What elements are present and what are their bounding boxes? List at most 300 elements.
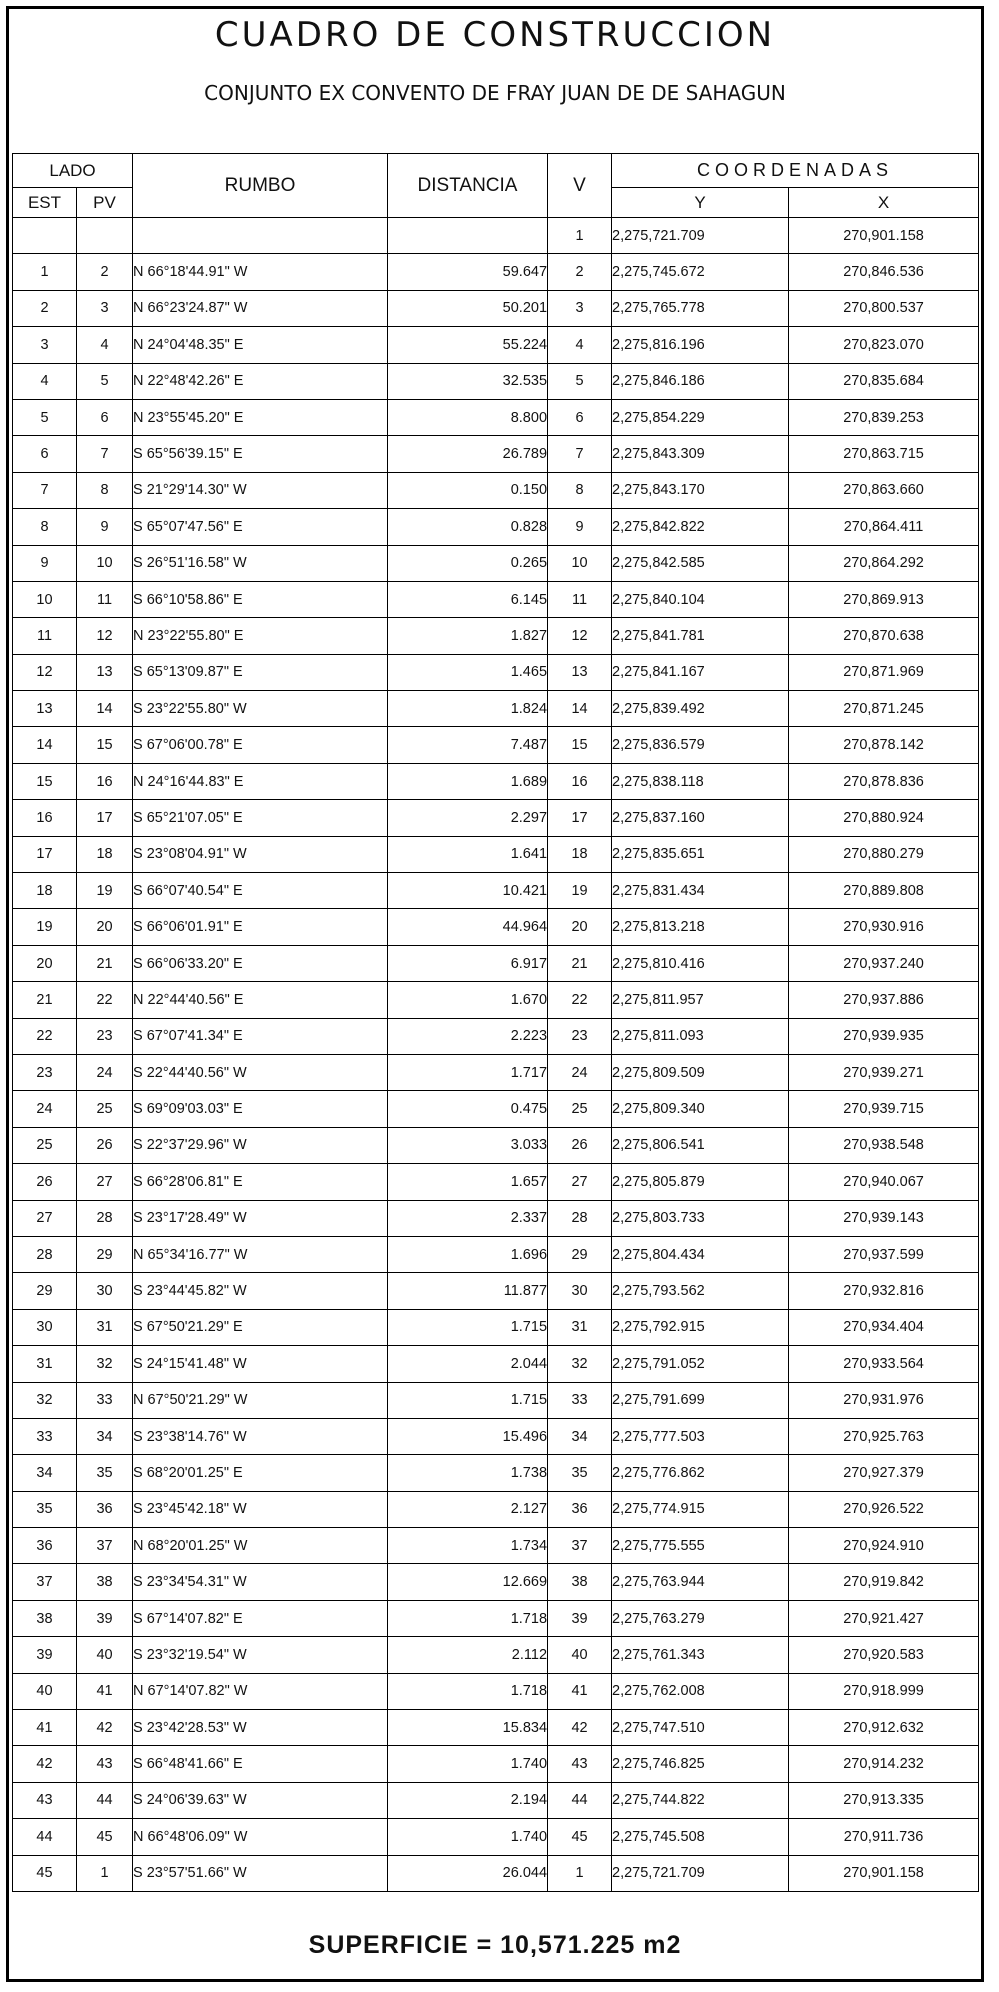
- cell-distancia: 1.740: [388, 1746, 548, 1782]
- cell-distancia: 1.715: [388, 1382, 548, 1418]
- table-row: [13, 327, 979, 363]
- table-row: [13, 1564, 979, 1600]
- cell-pv: 43: [77, 1746, 133, 1782]
- cell-est: 36: [13, 1528, 77, 1564]
- cell-x: 270,870.638: [789, 618, 979, 654]
- cell-y: 2,275,763.279: [612, 1600, 789, 1636]
- table-row: [13, 1091, 979, 1127]
- cell-pv: [77, 218, 133, 254]
- cell-est: 28: [13, 1236, 77, 1272]
- cell-v: 36: [548, 1491, 612, 1527]
- cell-x: 270,871.969: [789, 654, 979, 690]
- cell-v: 25: [548, 1091, 612, 1127]
- cell-distancia: 1.734: [388, 1528, 548, 1564]
- cell-v: 11: [548, 581, 612, 617]
- cell-v: 41: [548, 1673, 612, 1709]
- cell-x: 270,823.070: [789, 327, 979, 363]
- cell-rumbo: N 65°34'16.77" W: [133, 1236, 388, 1272]
- cell-rumbo: N 66°23'24.87" W: [133, 290, 388, 326]
- table-row: [13, 1710, 979, 1746]
- cell-est: 43: [13, 1782, 77, 1818]
- cell-est: 17: [13, 836, 77, 872]
- cell-v: 6: [548, 399, 612, 435]
- table-row: [13, 1673, 979, 1709]
- cell-distancia: 1.670: [388, 982, 548, 1018]
- cell-est: 9: [13, 545, 77, 581]
- table-row: [13, 1528, 979, 1564]
- cell-rumbo: S 66°06'33.20" E: [133, 945, 388, 981]
- cell-est: 5: [13, 399, 77, 435]
- cell-v: 40: [548, 1637, 612, 1673]
- cell-distancia: 8.800: [388, 399, 548, 435]
- cell-x: 270,864.411: [789, 509, 979, 545]
- cell-distancia: 1.740: [388, 1819, 548, 1855]
- table-row: [13, 363, 979, 399]
- cell-v: 22: [548, 982, 612, 1018]
- cell-distancia: 2.337: [388, 1200, 548, 1236]
- cell-distancia: 1.641: [388, 836, 548, 872]
- cell-est: 10: [13, 581, 77, 617]
- cell-est: 7: [13, 472, 77, 508]
- cell-v: 17: [548, 800, 612, 836]
- cell-pv: 2: [77, 254, 133, 290]
- cell-v: 9: [548, 509, 612, 545]
- cell-rumbo: N 67°50'21.29" W: [133, 1382, 388, 1418]
- cell-y: 2,275,809.340: [612, 1091, 789, 1127]
- table-row: [13, 1819, 979, 1855]
- cell-rumbo: S 23°44'45.82" W: [133, 1273, 388, 1309]
- cell-pv: 11: [77, 581, 133, 617]
- cell-pv: 8: [77, 472, 133, 508]
- cell-pv: 4: [77, 327, 133, 363]
- cell-est: 39: [13, 1637, 77, 1673]
- cell-rumbo: S 68°20'01.25" E: [133, 1455, 388, 1491]
- cell-distancia: 15.834: [388, 1710, 548, 1746]
- cell-y: 2,275,791.052: [612, 1346, 789, 1382]
- cell-pv: 13: [77, 654, 133, 690]
- cell-pv: 3: [77, 290, 133, 326]
- cell-pv: 18: [77, 836, 133, 872]
- cell-y: 2,275,792.915: [612, 1309, 789, 1345]
- cell-est: 29: [13, 1273, 77, 1309]
- cell-distancia: 1.696: [388, 1236, 548, 1272]
- cell-x: 270,924.910: [789, 1528, 979, 1564]
- cell-est: 30: [13, 1309, 77, 1345]
- cell-pv: 6: [77, 399, 133, 435]
- cell-rumbo: S 69°09'03.03" E: [133, 1091, 388, 1127]
- cell-pv: 27: [77, 1164, 133, 1200]
- cell-distancia: 11.877: [388, 1273, 548, 1309]
- cell-est: 23: [13, 1054, 77, 1090]
- cell-est: 37: [13, 1564, 77, 1600]
- cell-x: 270,913.335: [789, 1782, 979, 1818]
- table-row: [13, 982, 979, 1018]
- cell-y: 2,275,811.093: [612, 1018, 789, 1054]
- cell-x: 270,939.143: [789, 1200, 979, 1236]
- cell-x: 270,937.886: [789, 982, 979, 1018]
- cell-x: 270,901.158: [789, 1855, 979, 1891]
- cell-x: 270,880.924: [789, 800, 979, 836]
- cell-v: 37: [548, 1528, 612, 1564]
- cell-x: 270,878.142: [789, 727, 979, 763]
- cell-x: 270,912.632: [789, 1710, 979, 1746]
- cell-x: 270,930.916: [789, 909, 979, 945]
- cell-rumbo: S 67°07'41.34" E: [133, 1018, 388, 1054]
- cell-pv: 36: [77, 1491, 133, 1527]
- cell-pv: 7: [77, 436, 133, 472]
- cell-x: 270,937.240: [789, 945, 979, 981]
- table-row: [13, 800, 979, 836]
- cell-distancia: 59.647: [388, 254, 548, 290]
- header-rumbo: RUMBO: [133, 154, 388, 218]
- cell-x: 270,869.913: [789, 581, 979, 617]
- cell-pv: 34: [77, 1418, 133, 1454]
- cell-rumbo: S 67°14'07.82" E: [133, 1600, 388, 1636]
- cell-x: 270,938.548: [789, 1127, 979, 1163]
- cell-est: 31: [13, 1346, 77, 1382]
- table-row: [13, 909, 979, 945]
- cell-rumbo: S 23°42'28.53" W: [133, 1710, 388, 1746]
- cell-pv: 33: [77, 1382, 133, 1418]
- cell-pv: 10: [77, 545, 133, 581]
- cell-x: 270,927.379: [789, 1455, 979, 1491]
- cell-rumbo: S 23°34'54.31" W: [133, 1564, 388, 1600]
- construction-table-sheet: [6, 6, 984, 1982]
- cell-y: 2,275,846.186: [612, 363, 789, 399]
- cell-v: 8: [548, 472, 612, 508]
- cell-rumbo: S 22°37'29.96" W: [133, 1127, 388, 1163]
- cell-est: 13: [13, 691, 77, 727]
- cell-distancia: 3.033: [388, 1127, 548, 1163]
- cell-distancia: 15.496: [388, 1418, 548, 1454]
- cell-pv: 20: [77, 909, 133, 945]
- cell-rumbo: S 66°10'58.86" E: [133, 581, 388, 617]
- cell-v: 30: [548, 1273, 612, 1309]
- header-coordenadas: COORDENADAS: [612, 154, 979, 188]
- cell-v: 2: [548, 254, 612, 290]
- header-x: X: [789, 188, 979, 218]
- cell-y: 2,275,803.733: [612, 1200, 789, 1236]
- cell-distancia: 50.201: [388, 290, 548, 326]
- cell-y: 2,275,835.651: [612, 836, 789, 872]
- cell-v: 20: [548, 909, 612, 945]
- cell-rumbo: N 22°48'42.26" E: [133, 363, 388, 399]
- cell-x: 270,839.253: [789, 399, 979, 435]
- table-row: [13, 1418, 979, 1454]
- cell-v: 7: [548, 436, 612, 472]
- cell-rumbo: N 67°14'07.82" W: [133, 1673, 388, 1709]
- cell-v: 5: [548, 363, 612, 399]
- cell-y: 2,275,811.957: [612, 982, 789, 1018]
- cell-y: 2,275,761.343: [612, 1637, 789, 1673]
- cell-x: 270,864.292: [789, 545, 979, 581]
- cell-distancia: 6.917: [388, 945, 548, 981]
- cell-v: 31: [548, 1309, 612, 1345]
- cell-pv: 39: [77, 1600, 133, 1636]
- cell-v: 38: [548, 1564, 612, 1600]
- cell-rumbo: S 24°06'39.63" W: [133, 1782, 388, 1818]
- cell-x: 270,914.232: [789, 1746, 979, 1782]
- cell-rumbo: S 23°45'42.18" W: [133, 1491, 388, 1527]
- cell-pv: 16: [77, 763, 133, 799]
- cell-est: 42: [13, 1746, 77, 1782]
- table-row: [13, 873, 979, 909]
- cell-pv: 37: [77, 1528, 133, 1564]
- cell-est: 4: [13, 363, 77, 399]
- document-subtitle: CONJUNTO EX CONVENTO DE FRAY JUAN DE DE SAHAGUN: [204, 81, 786, 105]
- cell-distancia: 2.044: [388, 1346, 548, 1382]
- cell-rumbo: S 65°07'47.56" E: [133, 509, 388, 545]
- table-row: [13, 509, 979, 545]
- cell-pv: 45: [77, 1819, 133, 1855]
- cell-distancia: 1.465: [388, 654, 548, 690]
- cell-rumbo: S 66°06'01.91" E: [133, 909, 388, 945]
- cell-v: 1: [548, 218, 612, 254]
- cell-v: 14: [548, 691, 612, 727]
- cell-distancia: 1.689: [388, 763, 548, 799]
- cell-v: 13: [548, 654, 612, 690]
- cell-pv: 26: [77, 1127, 133, 1163]
- cell-y: 2,275,775.555: [612, 1528, 789, 1564]
- cell-rumbo: S 23°38'14.76" W: [133, 1418, 388, 1454]
- cell-est: 24: [13, 1091, 77, 1127]
- cell-rumbo: S 65°56'39.15" E: [133, 436, 388, 472]
- cell-pv: 44: [77, 1782, 133, 1818]
- cell-y: 2,275,838.118: [612, 763, 789, 799]
- cell-distancia: 12.669: [388, 1564, 548, 1600]
- document-title: CUADRO DE CONSTRUCCION: [214, 15, 776, 55]
- cell-distancia: 44.964: [388, 909, 548, 945]
- cell-x: 270,931.976: [789, 1382, 979, 1418]
- cell-distancia: 2.223: [388, 1018, 548, 1054]
- cell-distancia: 26.789: [388, 436, 548, 472]
- cell-rumbo: S 66°07'40.54" E: [133, 873, 388, 909]
- cell-est: 2: [13, 290, 77, 326]
- cell-y: 2,275,854.229: [612, 399, 789, 435]
- table-row: [13, 1273, 979, 1309]
- table-row: [13, 691, 979, 727]
- cell-x: 270,939.271: [789, 1054, 979, 1090]
- cell-distancia: 0.828: [388, 509, 548, 545]
- cell-pv: 12: [77, 618, 133, 654]
- cell-v: 45: [548, 1819, 612, 1855]
- cell-rumbo: S 67°06'00.78" E: [133, 727, 388, 763]
- cell-rumbo: S 23°32'19.54" W: [133, 1637, 388, 1673]
- table-body: [13, 218, 979, 1892]
- cell-y: 2,275,765.778: [612, 290, 789, 326]
- table-row: [13, 1018, 979, 1054]
- cell-v: 16: [548, 763, 612, 799]
- cell-y: 2,275,810.416: [612, 945, 789, 981]
- table-row: [13, 1600, 979, 1636]
- cell-est: 26: [13, 1164, 77, 1200]
- table-row: [13, 1309, 979, 1345]
- cell-pv: 22: [77, 982, 133, 1018]
- cell-x: 270,863.715: [789, 436, 979, 472]
- cell-y: 2,275,842.585: [612, 545, 789, 581]
- cell-x: 270,934.404: [789, 1309, 979, 1345]
- header-lado: LADO: [13, 154, 133, 188]
- cell-est: 1: [13, 254, 77, 290]
- cell-y: 2,275,806.541: [612, 1127, 789, 1163]
- cell-rumbo: S 66°28'06.81" E: [133, 1164, 388, 1200]
- cell-est: [13, 218, 77, 254]
- cell-distancia: 1.718: [388, 1600, 548, 1636]
- cell-distancia: 10.421: [388, 873, 548, 909]
- cell-rumbo: [133, 218, 388, 254]
- cell-y: 2,275,746.825: [612, 1746, 789, 1782]
- cell-est: 21: [13, 982, 77, 1018]
- cell-y: 2,275,841.167: [612, 654, 789, 690]
- cell-est: 16: [13, 800, 77, 836]
- cell-rumbo: S 22°44'40.56" W: [133, 1054, 388, 1090]
- cell-est: 32: [13, 1382, 77, 1418]
- cell-v: 19: [548, 873, 612, 909]
- cell-pv: 14: [77, 691, 133, 727]
- cell-y: 2,275,839.492: [612, 691, 789, 727]
- cell-v: 42: [548, 1710, 612, 1746]
- table-row: [13, 1236, 979, 1272]
- cell-x: 270,940.067: [789, 1164, 979, 1200]
- header-distancia: DISTANCIA: [388, 154, 548, 218]
- cell-y: 2,275,745.672: [612, 254, 789, 290]
- cell-v: 43: [548, 1746, 612, 1782]
- cell-x: 270,889.808: [789, 873, 979, 909]
- cell-rumbo: N 22°44'40.56" E: [133, 982, 388, 1018]
- cell-distancia: 7.487: [388, 727, 548, 763]
- cell-distancia: 32.535: [388, 363, 548, 399]
- cell-est: 18: [13, 873, 77, 909]
- cell-distancia: 1.824: [388, 691, 548, 727]
- table-row: [13, 581, 979, 617]
- cell-x: 270,918.999: [789, 1673, 979, 1709]
- cell-pv: 30: [77, 1273, 133, 1309]
- cell-y: 2,275,840.104: [612, 581, 789, 617]
- cell-y: 2,275,843.309: [612, 436, 789, 472]
- cell-rumbo: N 24°04'48.35" E: [133, 327, 388, 363]
- cell-distancia: 0.150: [388, 472, 548, 508]
- cell-distancia: 1.657: [388, 1164, 548, 1200]
- cell-distancia: 55.224: [388, 327, 548, 363]
- cell-v: 33: [548, 1382, 612, 1418]
- cell-y: 2,275,813.218: [612, 909, 789, 945]
- cell-x: 270,880.279: [789, 836, 979, 872]
- cell-rumbo: S 66°48'41.66" E: [133, 1746, 388, 1782]
- cell-x: 270,939.935: [789, 1018, 979, 1054]
- cell-y: 2,275,804.434: [612, 1236, 789, 1272]
- cell-v: 15: [548, 727, 612, 763]
- cell-distancia: 1.717: [388, 1054, 548, 1090]
- cell-est: 35: [13, 1491, 77, 1527]
- cell-distancia: 2.112: [388, 1637, 548, 1673]
- table-row: [13, 290, 979, 326]
- cell-distancia: 26.044: [388, 1855, 548, 1891]
- cell-y: 2,275,744.822: [612, 1782, 789, 1818]
- cell-x: 270,933.564: [789, 1346, 979, 1382]
- cell-pv: 29: [77, 1236, 133, 1272]
- cell-y: 2,275,837.160: [612, 800, 789, 836]
- cell-y: 2,275,841.781: [612, 618, 789, 654]
- cell-pv: 24: [77, 1054, 133, 1090]
- cell-y: 2,275,809.509: [612, 1054, 789, 1090]
- cell-distancia: 1.738: [388, 1455, 548, 1491]
- cell-v: 34: [548, 1418, 612, 1454]
- cell-rumbo: S 23°08'04.91" W: [133, 836, 388, 872]
- cell-v: 39: [548, 1600, 612, 1636]
- cell-est: 44: [13, 1819, 77, 1855]
- cell-y: 2,275,763.944: [612, 1564, 789, 1600]
- cell-y: 2,275,842.822: [612, 509, 789, 545]
- table-row: [13, 1637, 979, 1673]
- cell-v: 23: [548, 1018, 612, 1054]
- cell-rumbo: S 23°22'55.80" W: [133, 691, 388, 727]
- table-row: [13, 472, 979, 508]
- cell-est: 34: [13, 1455, 77, 1491]
- cell-y: 2,275,777.503: [612, 1418, 789, 1454]
- table-row: [13, 836, 979, 872]
- cell-v: 35: [548, 1455, 612, 1491]
- cell-pv: 5: [77, 363, 133, 399]
- cell-est: 33: [13, 1418, 77, 1454]
- cell-est: 38: [13, 1600, 77, 1636]
- cell-x: 270,800.537: [789, 290, 979, 326]
- cell-y: 2,275,721.709: [612, 218, 789, 254]
- cell-est: 20: [13, 945, 77, 981]
- table-row: [13, 1054, 979, 1090]
- header-pv: PV: [77, 188, 133, 218]
- cell-y: 2,275,774.915: [612, 1491, 789, 1527]
- cell-pv: 9: [77, 509, 133, 545]
- header-v: V: [548, 154, 612, 218]
- cell-v: 29: [548, 1236, 612, 1272]
- cell-rumbo: N 66°48'06.09" W: [133, 1819, 388, 1855]
- cell-est: 15: [13, 763, 77, 799]
- table-row: [13, 1346, 979, 1382]
- table-row: [13, 654, 979, 690]
- cell-v: 26: [548, 1127, 612, 1163]
- cell-pv: 23: [77, 1018, 133, 1054]
- cell-pv: 42: [77, 1710, 133, 1746]
- cell-pv: 31: [77, 1309, 133, 1345]
- cell-pv: 35: [77, 1455, 133, 1491]
- cell-v: 28: [548, 1200, 612, 1236]
- cell-v: 3: [548, 290, 612, 326]
- cell-distancia: 1.718: [388, 1673, 548, 1709]
- cell-rumbo: S 23°17'28.49" W: [133, 1200, 388, 1236]
- table-row: [13, 1164, 979, 1200]
- cell-y: 2,275,793.562: [612, 1273, 789, 1309]
- construction-table: [12, 153, 979, 1892]
- header-y: Y: [612, 188, 789, 218]
- cell-x: 270,920.583: [789, 1637, 979, 1673]
- cell-pv: 32: [77, 1346, 133, 1382]
- table-row: [13, 1746, 979, 1782]
- table-row: [13, 436, 979, 472]
- cell-x: 270,871.245: [789, 691, 979, 727]
- cell-y: 2,275,843.170: [612, 472, 789, 508]
- cell-pv: 40: [77, 1637, 133, 1673]
- cell-est: 12: [13, 654, 77, 690]
- cell-est: 11: [13, 618, 77, 654]
- cell-y: 2,275,831.434: [612, 873, 789, 909]
- cell-est: 8: [13, 509, 77, 545]
- cell-x: 270,911.736: [789, 1819, 979, 1855]
- cell-y: 2,275,747.510: [612, 1710, 789, 1746]
- cell-x: 270,937.599: [789, 1236, 979, 1272]
- cell-y: 2,275,762.008: [612, 1673, 789, 1709]
- cell-v: 21: [548, 945, 612, 981]
- cell-v: 10: [548, 545, 612, 581]
